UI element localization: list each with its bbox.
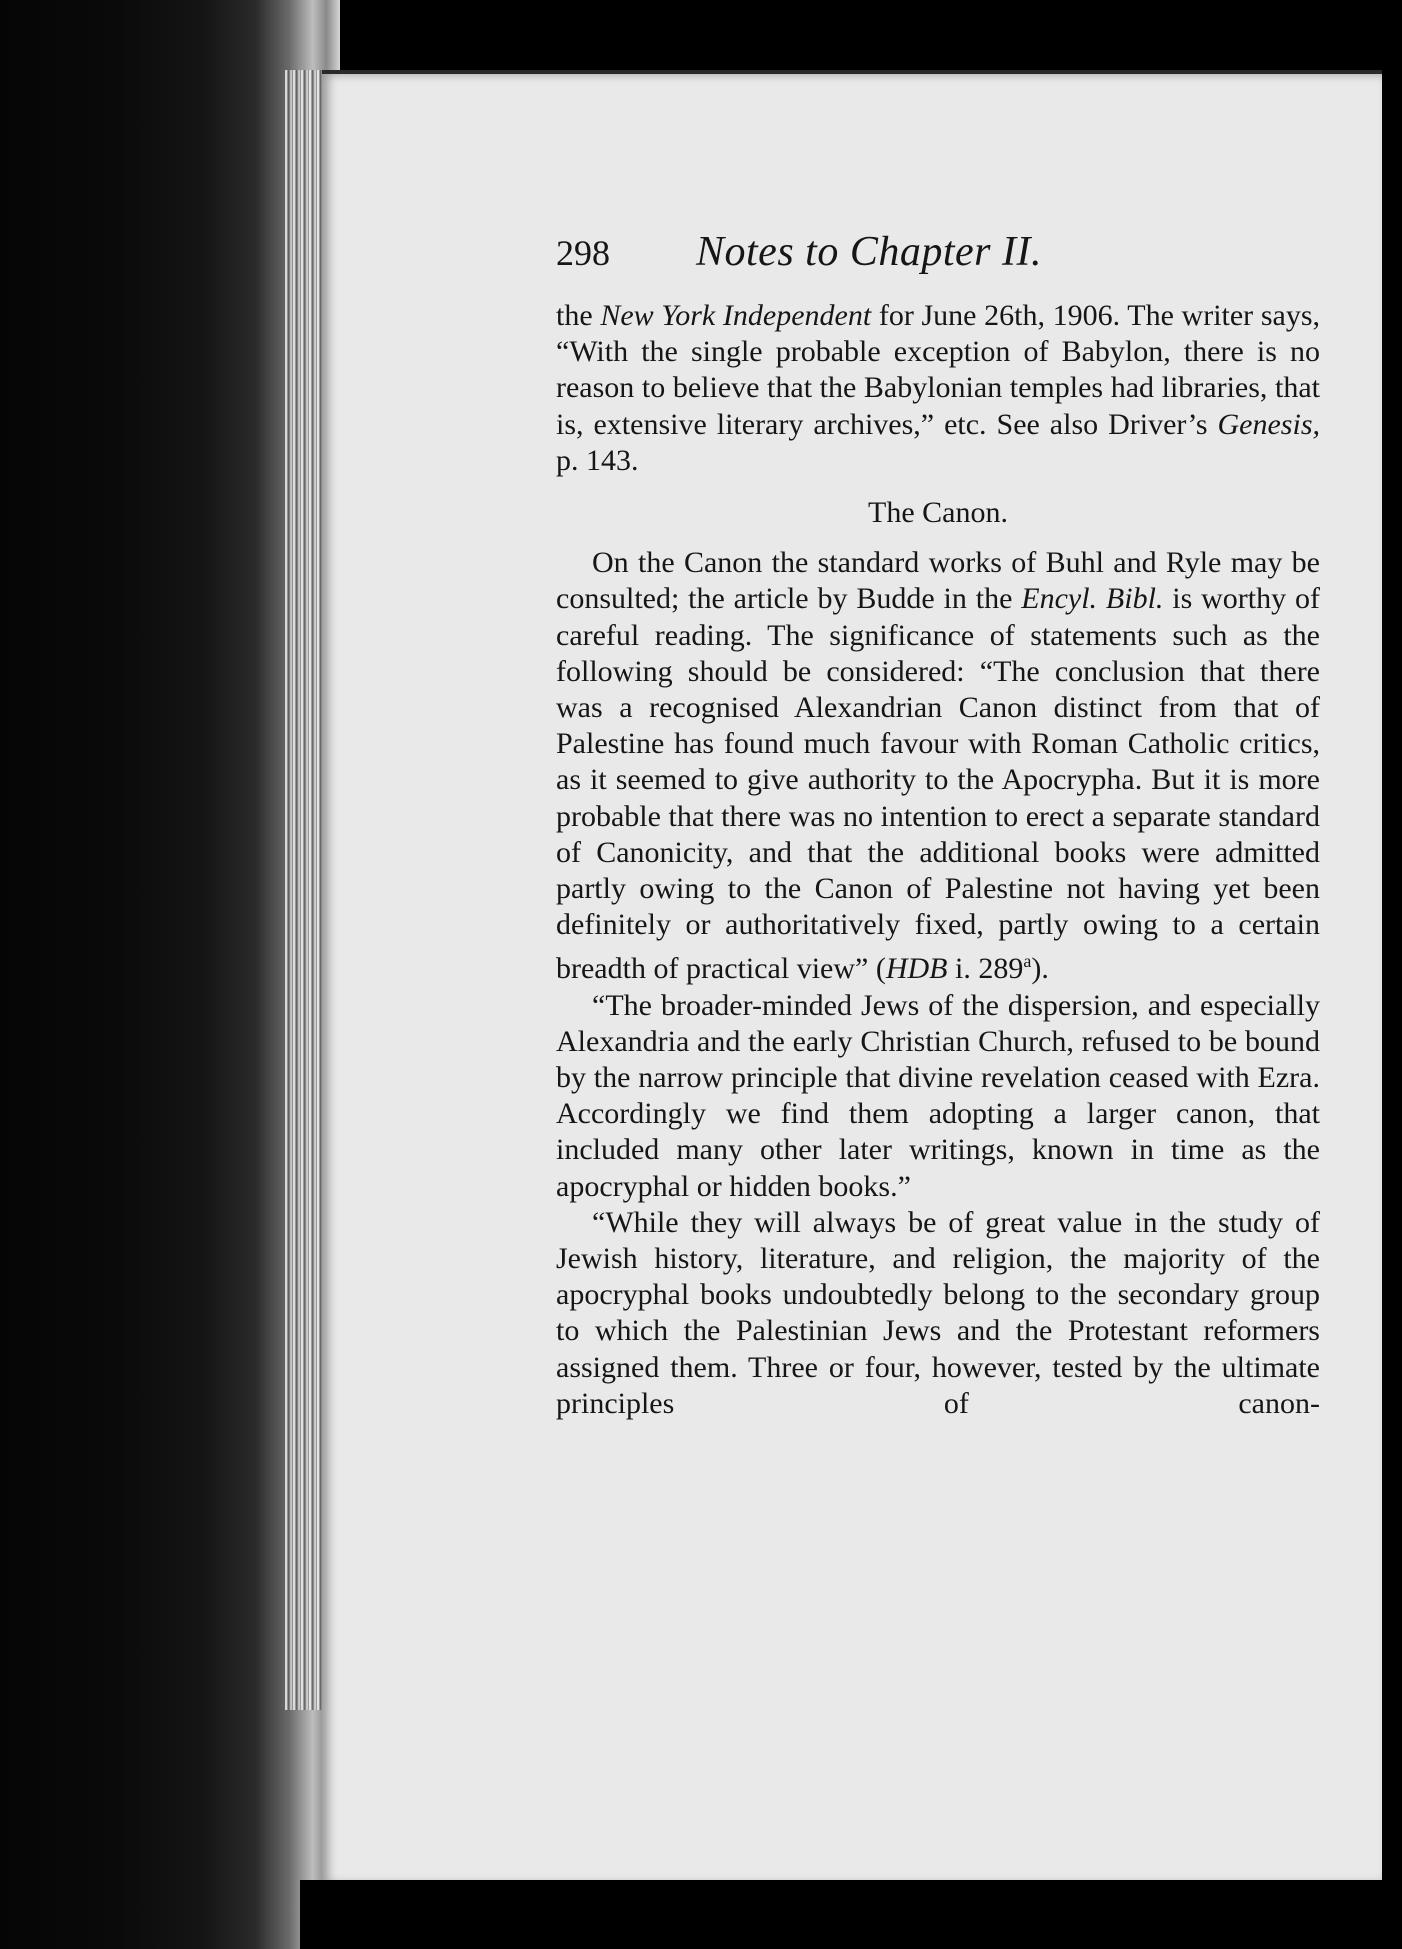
intro-paragraph: [556, 298, 1320, 479]
canon-text-3: i. 289: [947, 952, 1024, 986]
page-header: [556, 229, 1320, 290]
canon-text-1: On the Canon the standard works of Buhl and Ryle may be consulted; the article by Budde in the: [556, 546, 1320, 616]
section-title: The Canon.: [868, 496, 1008, 530]
journal-title: New York Independent: [600, 299, 872, 332]
encyclopedia-title: Encyl. Bibl.: [1021, 582, 1164, 616]
intro-text-3: p. 143.: [556, 443, 639, 477]
intro-text-2: for June 26th, 1906. The writer says, “With the single probable exception of Babylon, there is no reason to believe that the Babylonian temples had libraries, that is, extensive literary archives,” etc. See also Driver’s: [556, 299, 1320, 441]
canon-text-2: is worthy of careful reading. The significance of statements such as the following should be considered: “The conclusion that there was a recognised Alexandrian Canon distinct from that of Palestine has found much favour with Roman Catholic critics, as it seemed to give authority to the Apocrypha. But it is more probable that there was no intention to erect a separate standard of Canonicity, and that the additional books were admitted partly owing to the Canon of Palestine not having yet been definitely or authoritatively fixed, partly owing to a certain breadth of practical view” (: [556, 582, 1320, 986]
canon-paragraph: [556, 545, 1320, 987]
page-text: [556, 229, 1320, 1422]
canon-text-4: ).: [1031, 952, 1049, 986]
superscript-a: a: [1023, 951, 1032, 972]
running-head: Notes to Chapter II.: [696, 229, 1042, 275]
scan-border: [300, 1880, 1402, 1949]
page-number: 298: [556, 233, 610, 273]
apocrypha-quote: “While they will always be of great value in the study of Jewish history, literature, and religion, the majority of the apocryphal books undoubtedly belong to the secondary group to which the Palestinian Jews and the Protestant reformers assigned them. Three or four, however, tested by the ultimate principles of canon-: [556, 1205, 1320, 1420]
book-title: Genesis,: [1217, 407, 1320, 441]
hdb-abbrev: HDB: [885, 952, 948, 986]
intro-text-1: the: [556, 299, 601, 332]
dispersion-quote: “The broader-minded Jews of the dispersion, and especially Alexandria and the early Christian Church, refused to be bound by the narrow principle that divine revelation ceased with Ezra. Accordingly we find them adopting a larger canon, that included many other later writings, known in time as the apocryphal or hidden books.”: [556, 988, 1320, 1203]
